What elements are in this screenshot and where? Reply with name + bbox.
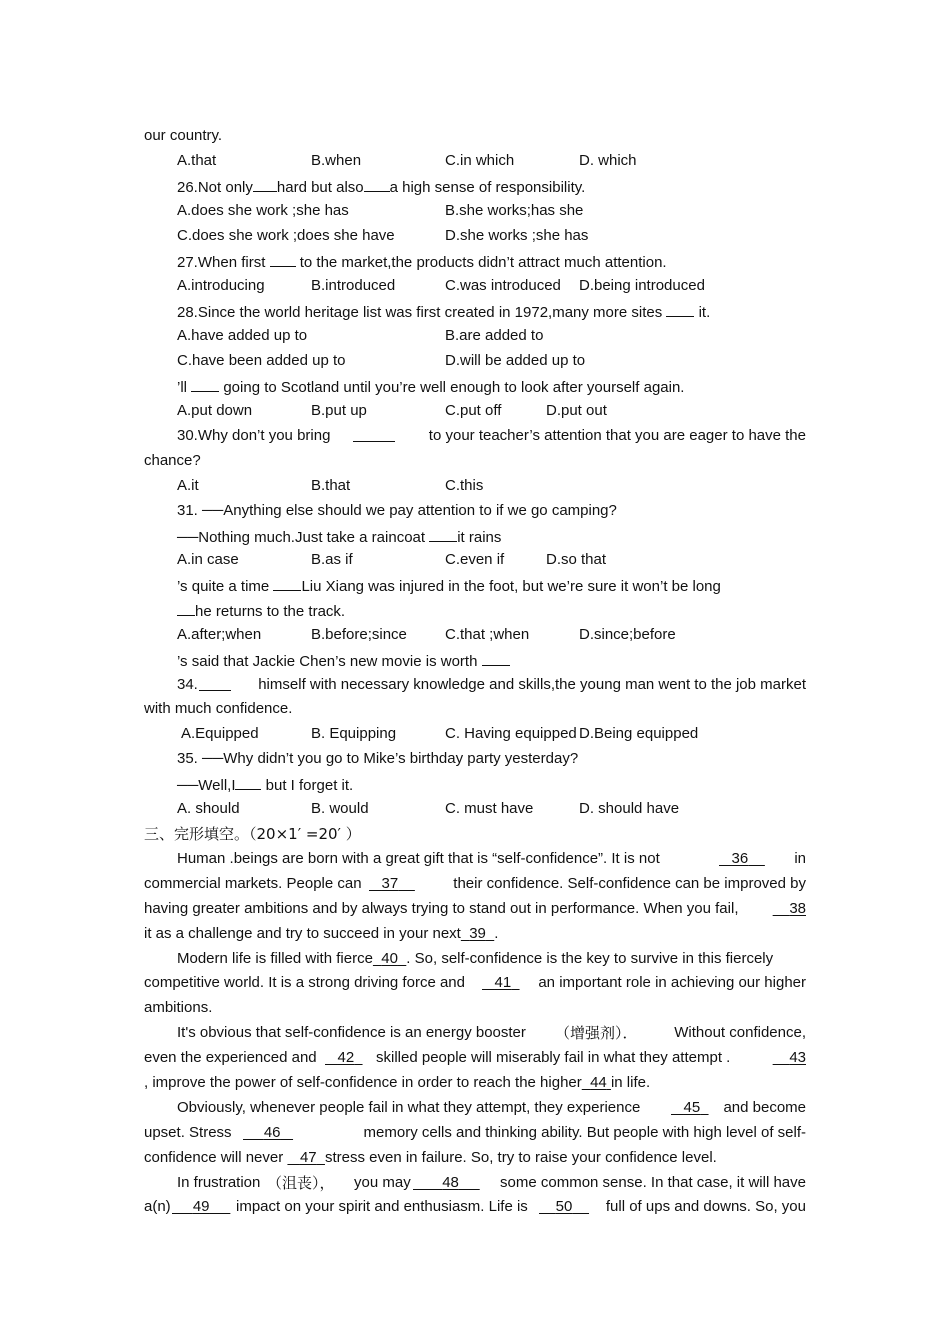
q33-stem-a: ’s said that Jackie Chen’s new movie is worth: [177, 653, 478, 670]
q28-stem-a: 28.Since the world heritage list was first created in 1972,many more sites: [177, 304, 663, 321]
blank-47: [287, 1149, 325, 1166]
passage-text: . So, self-confidence is the key to survive in this fiercely: [406, 950, 774, 967]
answer-blank: [177, 601, 195, 616]
q26-option-d: D.she works ;she has: [445, 227, 589, 244]
q32-stem: [177, 576, 806, 596]
answer-blank: [364, 177, 390, 192]
blank-number: 46: [263, 1124, 281, 1141]
passage-p1-line4: it as a challenge and try to succeed in your next 39 .: [144, 925, 499, 942]
q28-option-c: C.have been added up to: [177, 352, 346, 369]
answer-blank: [253, 177, 277, 192]
answer-blank: [429, 527, 457, 542]
blank-40: [373, 950, 406, 967]
passage-text: Obviously, whenever people fail in what they attempt, they experience: [177, 1099, 641, 1116]
passage-p2-line3: [144, 999, 806, 1017]
q34-stem-cont: [144, 700, 806, 718]
passage-p2-line1: [177, 950, 806, 968]
q30-stem-a: 30.Why don’t you bring: [177, 427, 331, 444]
q26-stem-b: hard but also: [276, 179, 364, 196]
q27-stem-b: to the market,the products didn’t attract much attention.: [299, 254, 667, 271]
passage-text: and become: [723, 1099, 806, 1116]
answer-blank: [273, 576, 301, 591]
blank-45: [671, 1099, 709, 1117]
q34-option-d: D.Being equipped: [579, 725, 699, 742]
q28-option-b: B.are added to: [445, 327, 544, 344]
blank-number: 41: [494, 974, 512, 991]
q29-stem-a: ’ll: [177, 379, 187, 396]
passage-text: you may: [354, 1174, 411, 1191]
blank-41: [482, 974, 520, 992]
q32-option-b: B.before;since: [311, 626, 407, 643]
blank-number: 48: [442, 1174, 459, 1191]
q31-option-a: A.in case: [177, 551, 239, 568]
blank-number: 45: [683, 1099, 701, 1116]
q30-stem-cont: [144, 452, 806, 470]
q35-option-a: A. should: [177, 800, 240, 817]
blank-number: 39: [469, 925, 486, 942]
q34-stem-a: 34.: [177, 676, 198, 693]
q32-option-c: C.that ;when: [445, 626, 530, 643]
passage-text: Without confidence,: [674, 1024, 806, 1041]
q35-stem-b: ──Well,I: [177, 777, 236, 794]
passage-text: ambitions.: [144, 999, 213, 1016]
q26-option-a: A.does she work ;she has: [177, 202, 349, 219]
q30-option-b: B.that: [311, 477, 351, 494]
passage-text: memory cells and thinking ability. But people with high level of self-: [363, 1124, 806, 1141]
passage-text: impact on your spirit and enthusiasm. Life is: [236, 1198, 528, 1215]
q34-option-a: A.Equipped: [181, 725, 259, 742]
q28-stem: [177, 302, 806, 322]
q28-option-d: D.will be added up to: [445, 352, 586, 369]
q32-stem-line2: [177, 601, 806, 621]
passage-text: stress even in failure. So, try to raise your confidence level.: [324, 1149, 717, 1166]
q32-stem-b: Liu Xiang was injured in the foot, but we’re sure it won’t be long: [301, 578, 721, 595]
passage-text: in: [794, 850, 806, 867]
q27-stem: [177, 252, 806, 272]
q25-option-b: B.when: [311, 152, 362, 169]
passage-text: It's obvious that self-confidence is an energy booster: [177, 1024, 526, 1041]
q27-option-c: C.was introduced: [445, 277, 561, 294]
q25-option-d: D. which: [579, 152, 637, 169]
answer-blank: [482, 651, 510, 666]
passage-text: Human .beings are born with a great gift that is “self-confidence”. It is not: [177, 850, 660, 867]
blank-number: 50: [555, 1198, 573, 1215]
passage-text: Modern life is filled with fierce: [177, 950, 373, 967]
blank-number: 44: [590, 1074, 607, 1091]
q25-option-c: C.in which: [445, 152, 515, 169]
answer-blank: [199, 676, 231, 691]
blank-number: 47: [299, 1149, 317, 1166]
blank-44: [582, 1074, 611, 1091]
blank-39: [461, 925, 494, 942]
blank-number: 40: [381, 950, 398, 967]
q34-option-b: B. Equipping: [311, 725, 397, 742]
passage-p4-line3: [144, 1149, 806, 1167]
q35-stem: [177, 750, 806, 768]
q32-stem-c: he returns to the track.: [195, 603, 346, 620]
blank-number: 37: [381, 875, 399, 892]
q35-option-c: C. must have: [445, 800, 534, 817]
q28-stem-b: it.: [698, 304, 711, 321]
q31-option-d: D.so that: [546, 551, 607, 568]
blank-number: 36: [731, 850, 749, 867]
passage-text: competitive world. It is a strong driving force and: [144, 974, 465, 991]
passage-text-42-cont: skilled people will miserably fail in what they attempt .: [376, 1049, 731, 1066]
blank-37: [369, 875, 415, 893]
q25-option-a: A.that: [177, 152, 217, 169]
q26-stem: [177, 177, 806, 197]
q26-stem-a: 26.Not only: [177, 179, 253, 196]
q29-option-d: D.put out: [546, 402, 607, 419]
passage-text: skilled people will miserably fail in what they attempt: [376, 1049, 722, 1066]
q31-option-c: C.even if: [445, 551, 505, 568]
q35-stem-a: 35. ──Why didn’t you go to Mike’s birthday party yesterday?: [177, 750, 579, 767]
q29-option-c: C.put off: [445, 402, 502, 419]
q26-stem-c: a high sense of responsibility.: [389, 179, 586, 196]
q33-stem: [177, 651, 806, 671]
q30-stem-c: chance?: [144, 452, 201, 469]
blank-48: [413, 1174, 480, 1192]
passage-text: In frustration: [177, 1174, 261, 1191]
q32-option-a: A.after;when: [177, 626, 262, 643]
answer-blank: [191, 377, 219, 392]
passage-text: upset. Stress: [144, 1124, 232, 1141]
passage-text: even the experienced and: [144, 1049, 317, 1066]
blank-46: [243, 1124, 293, 1142]
q29-option-a: A.put down: [177, 402, 253, 419]
q26-option-c: C.does she work ;does she have: [177, 227, 395, 244]
q31-stem-c: it rains: [457, 529, 502, 546]
q34-stem-b: himself with necessary knowledge and skills,the young man went to the job market: [258, 676, 806, 693]
passage-text: improve the power of self-confidence in order to reach the higher: [152, 1074, 582, 1091]
q31-stem-b: ──Nothing much.Just take a raincoat: [177, 529, 426, 546]
q27-option-b: B.introduced: [311, 277, 396, 294]
q31-stem: [177, 502, 806, 520]
blank-50: [539, 1198, 589, 1216]
q30-option-c: C.this: [445, 477, 484, 494]
passage-text: an important role in achieving our higher: [538, 974, 806, 991]
passage-text: in life.: [610, 1074, 651, 1091]
blank-49: [172, 1198, 230, 1216]
passage-text-cn: （增强剂）．: [555, 1024, 638, 1042]
blank-number: 38: [789, 900, 806, 917]
blank-38: [773, 900, 806, 918]
q35-stem-line2: [177, 775, 806, 795]
passage-p3-line3: , improve the power of self-confidence in order to reach the higher 44 in life.: [144, 1074, 651, 1091]
blank-number: 49: [192, 1198, 210, 1215]
passage-text: their confidence. Self-confidence can be improved by: [453, 875, 806, 892]
q27-stem-a: 27.When first: [177, 254, 266, 271]
q28-option-a: A.have added up to: [177, 327, 308, 344]
q27-option-d: D.being introduced: [579, 277, 705, 294]
blank-43: [773, 1049, 806, 1067]
passage-text: a(n): [144, 1198, 171, 1215]
q31-stem-a: 31. ──Anything else should we pay attention to if we go camping?: [177, 502, 617, 519]
passage-text: having greater ambitions and by always trying to stand out in performance. When you fail,: [144, 900, 739, 917]
answer-blank: [353, 427, 395, 442]
blank-number: 43: [789, 1049, 806, 1066]
answer-blank: [666, 302, 694, 317]
q35-stem-c: but I forget it.: [265, 777, 354, 794]
q27-option-a: A.introducing: [177, 277, 265, 294]
answer-blank: [235, 775, 261, 790]
q29-stem: [177, 377, 806, 397]
blank-42: [325, 1049, 363, 1067]
q29-stem-b: going to Scotland until you’re well enough to look after yourself again.: [223, 379, 685, 396]
answer-blank: [270, 252, 296, 267]
q29-option-b: B.put up: [311, 402, 367, 419]
q25-tail: [144, 127, 806, 145]
q31-option-b: B.as if: [311, 551, 353, 568]
q25-tail-text: our country.: [144, 127, 223, 144]
q35-option-d: D. should have: [579, 800, 680, 817]
passage-text: some common sense. In that case, it will have: [500, 1174, 806, 1191]
q30-option-a: A.it: [177, 477, 199, 494]
passage-text: full of ups and downs. So, you: [605, 1198, 806, 1215]
passage-text-cn: （沮丧），: [267, 1174, 335, 1192]
blank-36: [719, 850, 765, 868]
q32-stem-a: ’s quite a time: [177, 578, 270, 595]
blank-number: 42: [337, 1049, 355, 1066]
passage-text: it as a challenge and try to succeed in your next: [144, 925, 461, 942]
q26-option-b: B.she works;has she: [445, 202, 584, 219]
q31-stem-line2: [177, 527, 806, 547]
q32-option-d: D.since;before: [579, 626, 676, 643]
q35-option-b: B. would: [311, 800, 369, 817]
q30-stem-b: to your teacher’s attention that you are eager to have the: [428, 427, 806, 444]
q34-option-c: C. Having equipped: [445, 725, 577, 742]
section-heading: 三、完形填空。（20×1′ =20′ ）: [144, 825, 361, 843]
passage-text: confidence will never: [144, 1149, 284, 1166]
q34-stem-c: with much confidence.: [144, 700, 293, 717]
passage-text: commercial markets. People can: [144, 875, 362, 892]
